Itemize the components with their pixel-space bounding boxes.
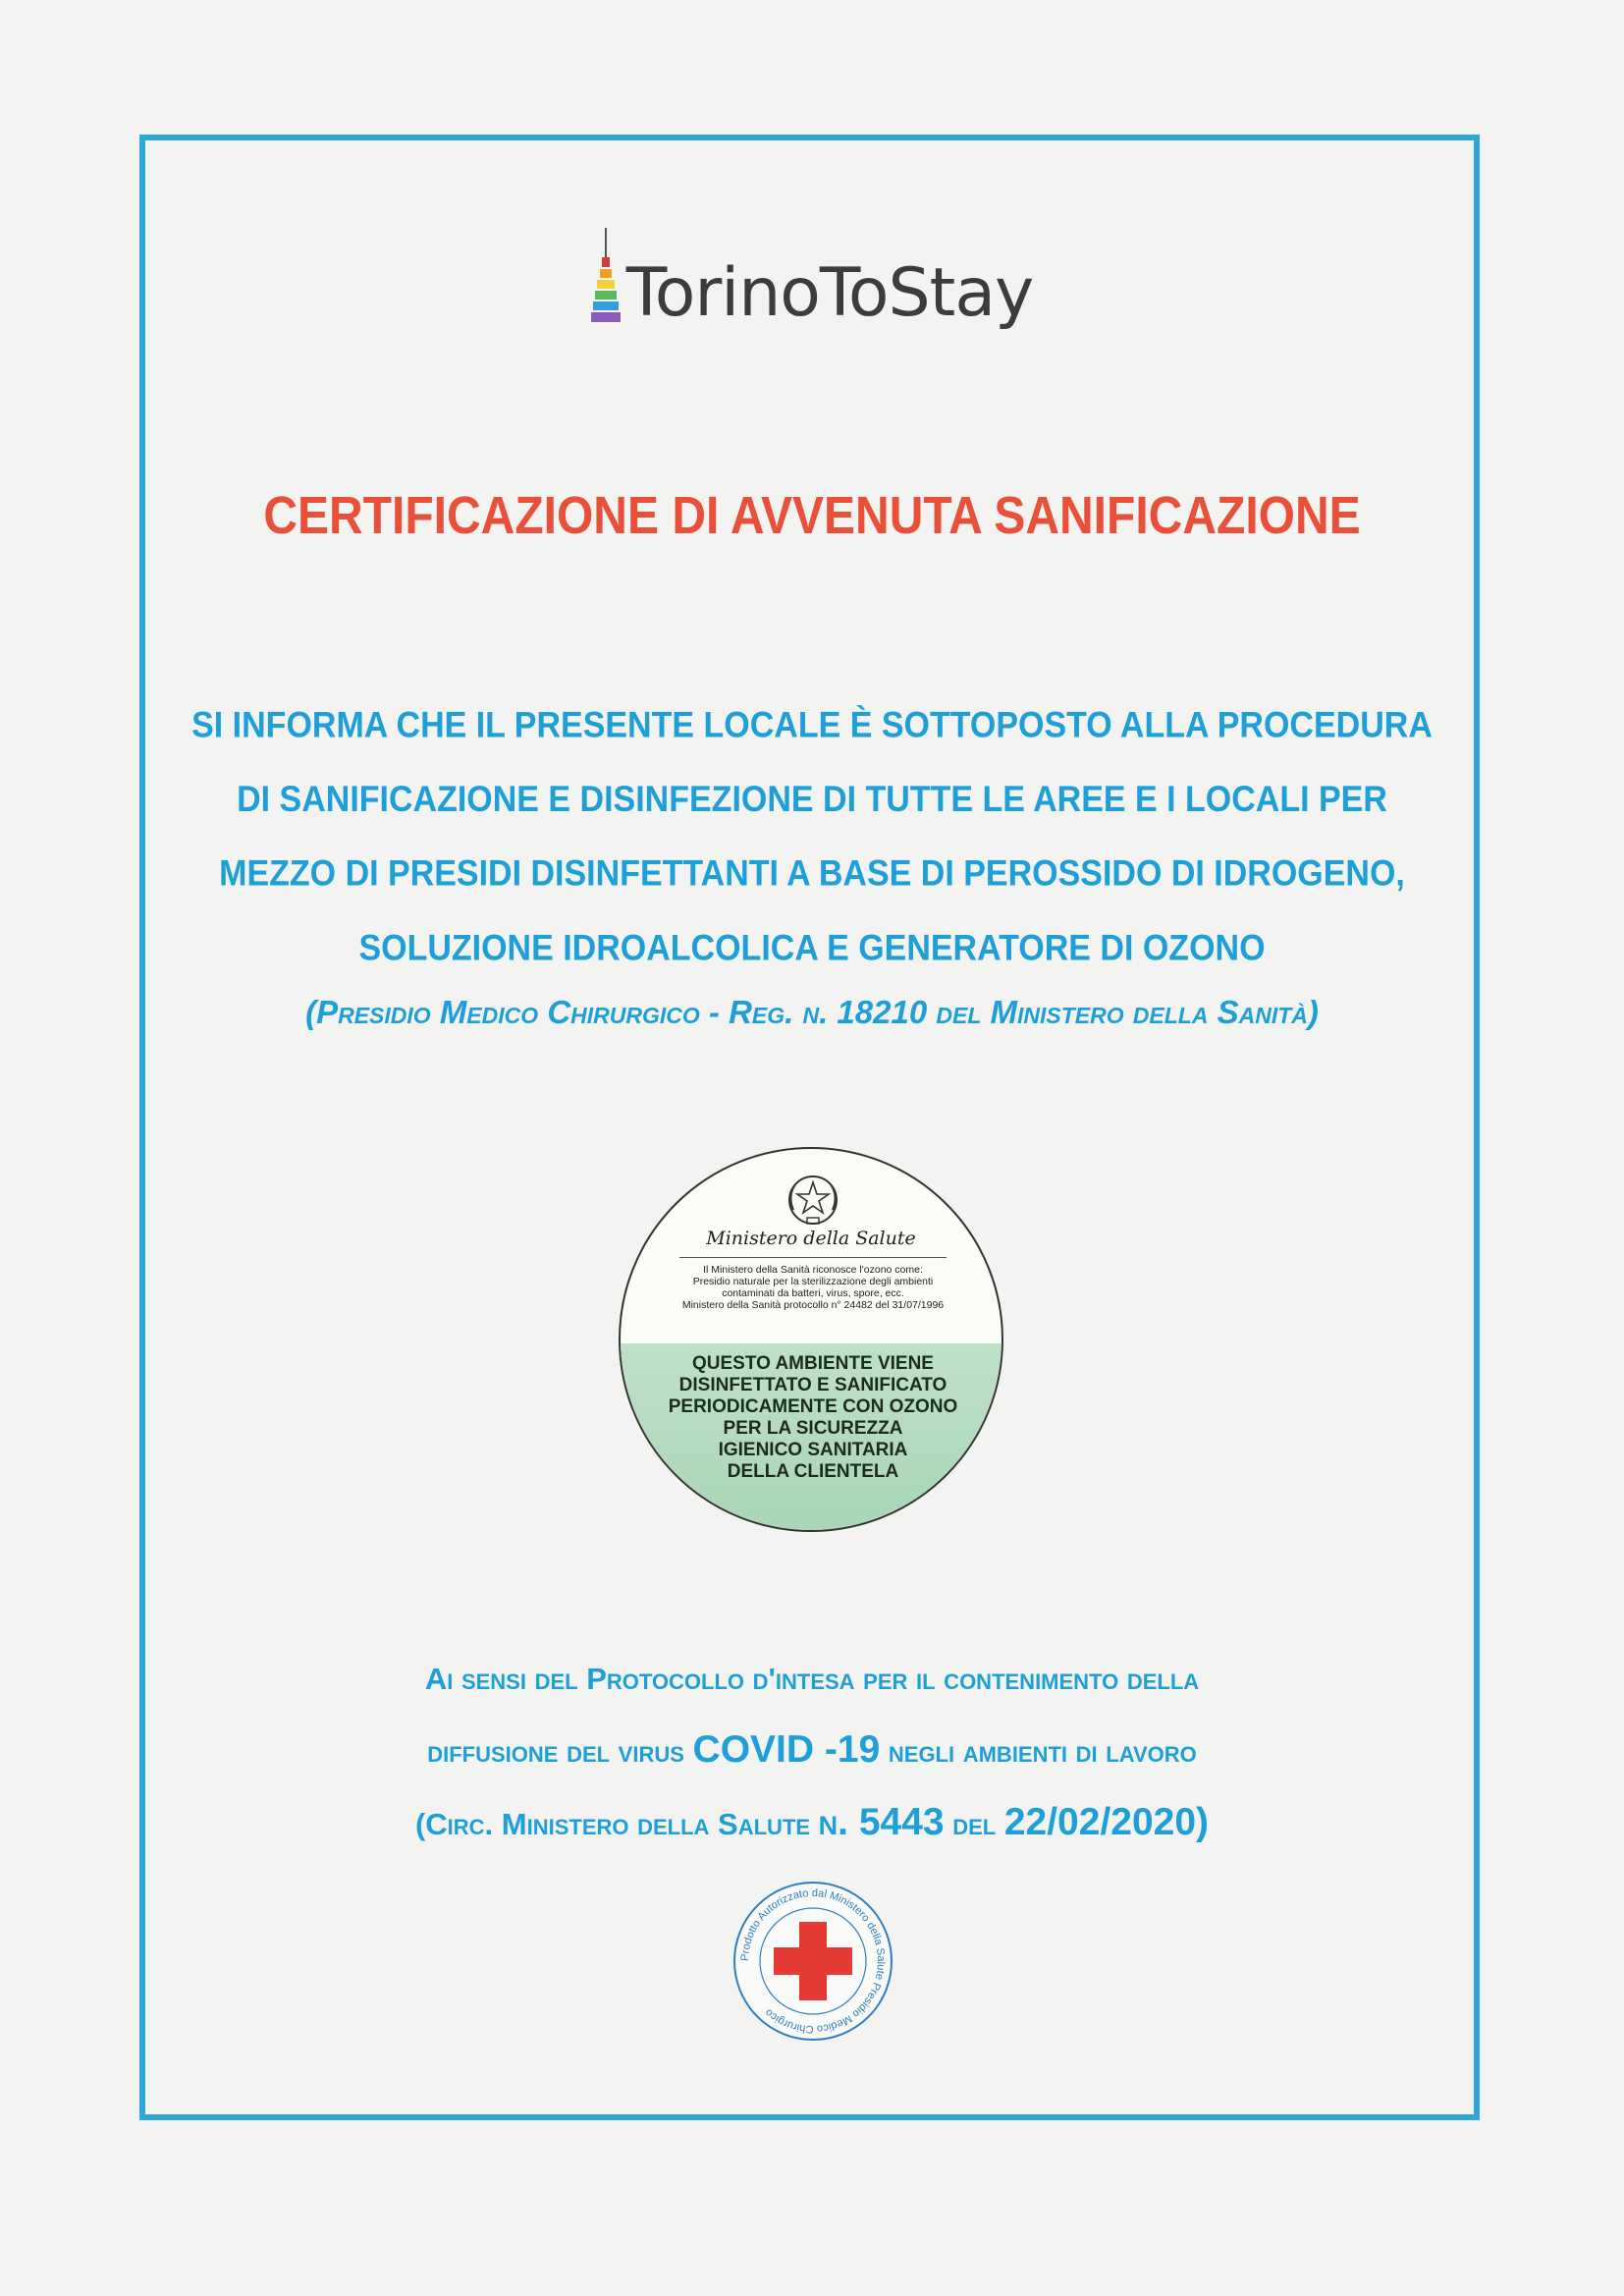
covid-label: COVID -19 [692, 1728, 881, 1771]
footer-text: (Circ. Ministero della Salute [414, 1807, 819, 1841]
paragraph-line: DI SANIFICAZIONE E DISINFEZIONE DI TUTTE LE AREE E I LOCALI PER [237, 779, 1387, 820]
badge-statement-area [621, 1343, 1001, 1532]
badge-header [621, 1149, 1001, 1345]
notice-line: Ministero della Sanità protocollo n° 24482 del 31/07/1996 [681, 1299, 945, 1311]
notice-line: contaminati da batteri, virus, spore, ecc. [722, 1287, 904, 1299]
logo [0, 226, 1624, 332]
footer-line [0, 1787, 1624, 1860]
notice-line: Il Ministero della Sanità riconosce l'ozono come: [703, 1264, 923, 1276]
document-title: CERTIFICAZIONE DI AVVENUTA SANIFICAZIONE [263, 486, 1361, 546]
paragraph-line: SI INFORMA CHE IL PRESENTE LOCALE È SOTTOPOSTO ALLA PROCEDURA [191, 705, 1433, 746]
circular-number: n. 5443 [818, 1801, 945, 1843]
notice-line: Presidio naturale per la sterilizzazione degli ambienti [692, 1276, 934, 1287]
footer-text: del [944, 1807, 1004, 1841]
paragraph-line: MEZZO DI PRESIDI DISINFETTANTI A BASE DI PEROSSIDO DI IDROGENO, [219, 853, 1405, 895]
footer-text: negli ambienti di lavoro [880, 1734, 1197, 1769]
paragraph-line: SOLUZIONE IDROALCOLICA E GENERATORE DI OZONO [358, 927, 1266, 968]
statement-line: PERIODICAMENTE CON OZONO [668, 1396, 958, 1417]
mole-antonelliana-icon [591, 226, 621, 324]
legal-reference [0, 1644, 1624, 1860]
logo-text: TorinoToStay [625, 254, 1034, 332]
footer-line: Ai sensi del Protocollo d'intesa per il contenimento della [424, 1662, 1200, 1696]
statement-line: DELLA CLIENTELA [727, 1461, 899, 1482]
ministry-name: Ministero della Salute [706, 1228, 916, 1249]
footer-text: diffusione del virus [427, 1734, 693, 1769]
badge-statement [650, 1353, 976, 1483]
info-paragraph [157, 688, 1467, 985]
stamp-ring-text: Prodotto Autorizzato dal Ministero della Salute Presidio Medico Chirurgico [738, 1886, 888, 2036]
statement-line: QUESTO AMBIENTE VIENE [692, 1353, 934, 1374]
circular-date: 22/02/2020) [1003, 1801, 1210, 1843]
medical-device-stamp [730, 1878, 896, 2045]
registration-note: (Presidio Medico Chirurgico - Reg. n. 18210 del Ministero della Sanità) [305, 994, 1319, 1030]
statement-line: PER LA SICUREZZA [723, 1418, 903, 1439]
statement-line: DISINFETTATO E SANIFICATO [678, 1375, 947, 1395]
footer-line [0, 1715, 1624, 1787]
italian-emblem-icon [784, 1171, 842, 1228]
ozone-badge [619, 1147, 1003, 1532]
ozone-notice [660, 1264, 966, 1311]
divider [679, 1257, 947, 1258]
statement-line: IGIENICO SANITARIA [718, 1440, 908, 1460]
